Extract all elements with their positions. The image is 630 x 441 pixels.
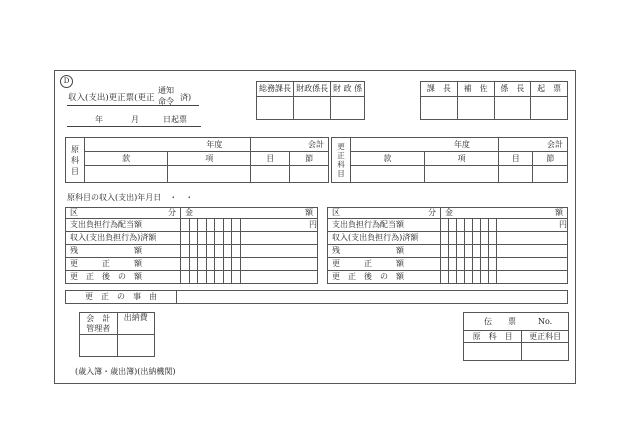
stamp-label: 総務課長 <box>257 82 294 97</box>
amount-digit-cell[interactable] <box>206 245 215 258</box>
amount-digit-cell[interactable] <box>488 258 496 271</box>
stamp-box[interactable] <box>257 97 294 120</box>
amount-row-label: 収入(支出負担行為)済額 <box>328 232 441 245</box>
approval-stamps-left <box>256 81 365 120</box>
form-title: 収入(支出)更正票(更正 <box>68 93 155 103</box>
stamp-box[interactable] <box>531 97 568 120</box>
amount-row-label: 支出負担行為配当額 <box>328 219 441 232</box>
kaikei-kanrisha-label: 会 計 管理者 <box>80 313 118 335</box>
amount-digit-cell[interactable] <box>232 232 241 245</box>
amount-digit-cell[interactable] <box>441 219 449 232</box>
footer-note: (歳入簿・歳出簿)(出納機関) <box>75 367 176 376</box>
stamp-label: 補 佐 <box>457 82 494 97</box>
amount-digit-cell[interactable] <box>456 258 464 271</box>
stamp-label: 起 票 <box>531 82 568 97</box>
amount-digit-cell[interactable] <box>441 245 449 258</box>
amount-header-kingaku: 金 額 <box>181 208 318 219</box>
amount-digit-cell[interactable] <box>206 232 215 245</box>
amount-digit-cell[interactable] <box>189 271 198 284</box>
amount-digit-cell[interactable] <box>464 271 472 284</box>
corrected-moku-label: 目 <box>498 152 533 166</box>
amount-digit-cell[interactable] <box>464 258 472 271</box>
stamp-box[interactable] <box>294 97 331 120</box>
corrected-setsu-label: 節 <box>533 152 568 166</box>
amount-digit-cell[interactable] <box>206 258 215 271</box>
amount-digit-cell[interactable] <box>181 245 190 258</box>
amount-digit-cell[interactable] <box>223 245 232 258</box>
amount-header-kingaku: 金 額 <box>441 208 568 219</box>
voucher-corr-value[interactable] <box>522 343 569 361</box>
amount-digit-cell[interactable] <box>472 258 480 271</box>
stamp-label: 財政係長 <box>294 82 331 97</box>
amount-row-label: 収入(支出負担行為)済額 <box>66 232 181 245</box>
amount-digit-cell[interactable] <box>198 232 207 245</box>
amount-digit-cell[interactable] <box>496 245 567 258</box>
original-moku-label: 目 <box>251 152 290 166</box>
amount-digit-cell[interactable] <box>232 219 241 232</box>
amount-table-right <box>327 207 568 284</box>
title-option-top: 通知 <box>158 86 174 95</box>
amount-digit-cell[interactable] <box>480 219 488 232</box>
amount-digit-cell[interactable] <box>198 258 207 271</box>
voucher-orig-value[interactable] <box>464 343 522 361</box>
amount-digit-cell[interactable] <box>181 271 190 284</box>
amount-digit-cell[interactable] <box>448 258 456 271</box>
amount-digit-cell[interactable] <box>448 232 456 245</box>
amount-digit-cell[interactable] <box>232 258 241 271</box>
amount-digit-cell[interactable] <box>181 219 190 232</box>
amount-digit-cell[interactable] <box>496 258 567 271</box>
amount-digit-cell[interactable] <box>488 219 496 232</box>
amount-row-label: 更 正 額 <box>328 258 441 271</box>
correction-form <box>54 70 576 384</box>
amount-digit-cell[interactable] <box>456 219 464 232</box>
voucher-corr-label: 更正科目 <box>522 331 569 343</box>
amount-digit-cell[interactable] <box>215 219 224 232</box>
amount-row-label: 更 正 後 の 額 <box>66 271 181 284</box>
amount-digit-cell[interactable] <box>206 219 215 232</box>
amount-digit-cell[interactable] <box>441 232 449 245</box>
amount-digit-cell[interactable] <box>232 245 241 258</box>
amount-row-label: 支出負担行為配当額 <box>66 219 181 232</box>
amount-digit-cell[interactable] <box>215 271 224 284</box>
amount-row-label: 残 額 <box>66 245 181 258</box>
stamp-box[interactable] <box>494 97 531 120</box>
amount-digit-cell[interactable] <box>189 232 198 245</box>
title-end: 済) <box>180 93 192 102</box>
amount-digit-cell[interactable] <box>223 232 232 245</box>
voucher-table <box>463 312 569 361</box>
corrected-account-label: 会計 <box>498 138 567 152</box>
reason-table <box>65 290 568 304</box>
amount-digit-cell[interactable] <box>448 219 456 232</box>
amount-digit-cell[interactable] <box>223 258 232 271</box>
amount-digit-cell[interactable] <box>198 245 207 258</box>
amount-digit-cell[interactable] <box>480 232 488 245</box>
corrected-setsu-value[interactable] <box>533 166 568 183</box>
corrected-kan-value[interactable] <box>351 166 425 183</box>
amount-digit-cell[interactable] <box>240 258 317 271</box>
amount-digit-cell[interactable] <box>223 219 232 232</box>
amount-digit-cell[interactable] <box>480 258 488 271</box>
corrected-side-label: 更 正 科 目 <box>332 138 351 183</box>
amount-digit-cell[interactable] <box>496 271 567 284</box>
corrected-kan-label: 款 <box>351 152 425 166</box>
reason-value[interactable] <box>177 291 568 304</box>
amount-digit-cell[interactable] <box>472 245 480 258</box>
amount-digit-cell[interactable] <box>464 219 472 232</box>
amount-digit-cell[interactable] <box>496 232 567 245</box>
amount-digit-cell[interactable] <box>240 271 317 284</box>
amount-table-left <box>65 207 318 284</box>
original-kou-value[interactable] <box>168 166 251 183</box>
original-year-label: 年度 <box>85 138 251 152</box>
corrected-year-label: 年度 <box>351 138 499 152</box>
amount-digit-cell[interactable] <box>181 258 190 271</box>
shutsunou-label: 出納費 <box>117 313 155 335</box>
amount-row-label: 更 正 後 の 額 <box>328 271 441 284</box>
amount-digit-cell[interactable] <box>472 219 480 232</box>
amount-header-kubun: 区 分 <box>66 208 181 219</box>
amount-digit-cell[interactable] <box>215 258 224 271</box>
stamp-box[interactable] <box>421 97 458 120</box>
approval-stamps-right <box>420 81 568 120</box>
voucher-title-cell: 伝 票 No. <box>464 313 569 331</box>
amount-digit-cell[interactable] <box>488 232 496 245</box>
amount-digit-cell[interactable] <box>441 258 449 271</box>
amount-digit-cell[interactable] <box>223 271 232 284</box>
amount-row-label: 残 額 <box>328 245 441 258</box>
stamp-box[interactable] <box>457 97 494 120</box>
original-kou-label: 項 <box>168 152 251 166</box>
amount-digit-cell[interactable] <box>198 219 207 232</box>
amount-digit-cell[interactable] <box>480 271 488 284</box>
amount-digit-cell[interactable] <box>456 245 464 258</box>
amount-header-kubun: 区 分 <box>328 208 441 219</box>
amount-digit-cell[interactable] <box>240 232 317 245</box>
date-month: 月 <box>131 115 139 124</box>
amount-digit-cell[interactable] <box>240 245 317 258</box>
original-side-label: 原 科 目 <box>66 138 85 183</box>
amount-digit-cell[interactable] <box>215 232 224 245</box>
amount-digit-cell[interactable] <box>464 245 472 258</box>
stamp-box[interactable] <box>331 97 365 120</box>
amount-digit-cell[interactable] <box>198 271 207 284</box>
original-moku-value[interactable] <box>251 166 290 183</box>
shutsunou-stamp[interactable] <box>117 335 155 357</box>
form-code-circle: D <box>60 75 73 88</box>
original-account-label: 会計 <box>251 138 329 152</box>
date-year: 年 <box>95 115 103 124</box>
corrected-kou-value[interactable] <box>424 166 498 183</box>
amount-digit-cell[interactable] <box>441 271 449 284</box>
corrected-kou-label: 項 <box>424 152 498 166</box>
date-day: 日起票 <box>163 115 187 124</box>
corrected-subject-table <box>331 137 568 183</box>
amount-digit-cell[interactable] <box>480 245 488 258</box>
original-setsu-label: 節 <box>290 152 329 166</box>
amount-digit-cell[interactable] <box>232 271 241 284</box>
amount-digit-cell[interactable]: 円 <box>240 219 317 232</box>
kaikei-kanrisha-stamp[interactable] <box>80 335 118 357</box>
amount-digit-cell[interactable] <box>181 232 190 245</box>
stamp-label: 係 長 <box>494 82 531 97</box>
corrected-moku-value[interactable] <box>498 166 533 183</box>
original-setsu-value[interactable] <box>290 166 329 183</box>
amount-digit-cell[interactable] <box>215 245 224 258</box>
amount-digit-cell[interactable]: 円 <box>496 219 567 232</box>
title-option-bottom: 命令 <box>158 97 174 106</box>
stamp-label: 財 政 係 <box>331 82 365 97</box>
amount-row-label: 更 正 額 <box>66 258 181 271</box>
cashier-table <box>79 312 155 357</box>
amount-digit-cell[interactable] <box>448 271 456 284</box>
original-subject-table <box>65 137 329 183</box>
stamp-label: 課 長 <box>421 82 458 97</box>
amount-digit-cell[interactable] <box>456 232 464 245</box>
original-kan-value[interactable] <box>85 166 168 183</box>
amount-digit-cell[interactable] <box>448 245 456 258</box>
voucher-orig-label: 原 科 目 <box>464 331 522 343</box>
reason-label: 更 正 の 事 由 <box>66 291 177 304</box>
amount-digit-cell[interactable] <box>472 232 480 245</box>
amount-digit-cell[interactable] <box>488 271 496 284</box>
amount-digit-cell[interactable] <box>456 271 464 284</box>
amount-digit-cell[interactable] <box>206 271 215 284</box>
original-kan-label: 款 <box>85 152 168 166</box>
amount-digit-cell[interactable] <box>189 219 198 232</box>
amount-digit-cell[interactable] <box>189 258 198 271</box>
receipt-date-line: 原科目の収入(支出)年月日 ・ ・ <box>67 193 194 202</box>
amount-digit-cell[interactable] <box>464 232 472 245</box>
amount-digit-cell[interactable] <box>472 271 480 284</box>
amount-digit-cell[interactable] <box>189 245 198 258</box>
amount-digit-cell[interactable] <box>488 245 496 258</box>
